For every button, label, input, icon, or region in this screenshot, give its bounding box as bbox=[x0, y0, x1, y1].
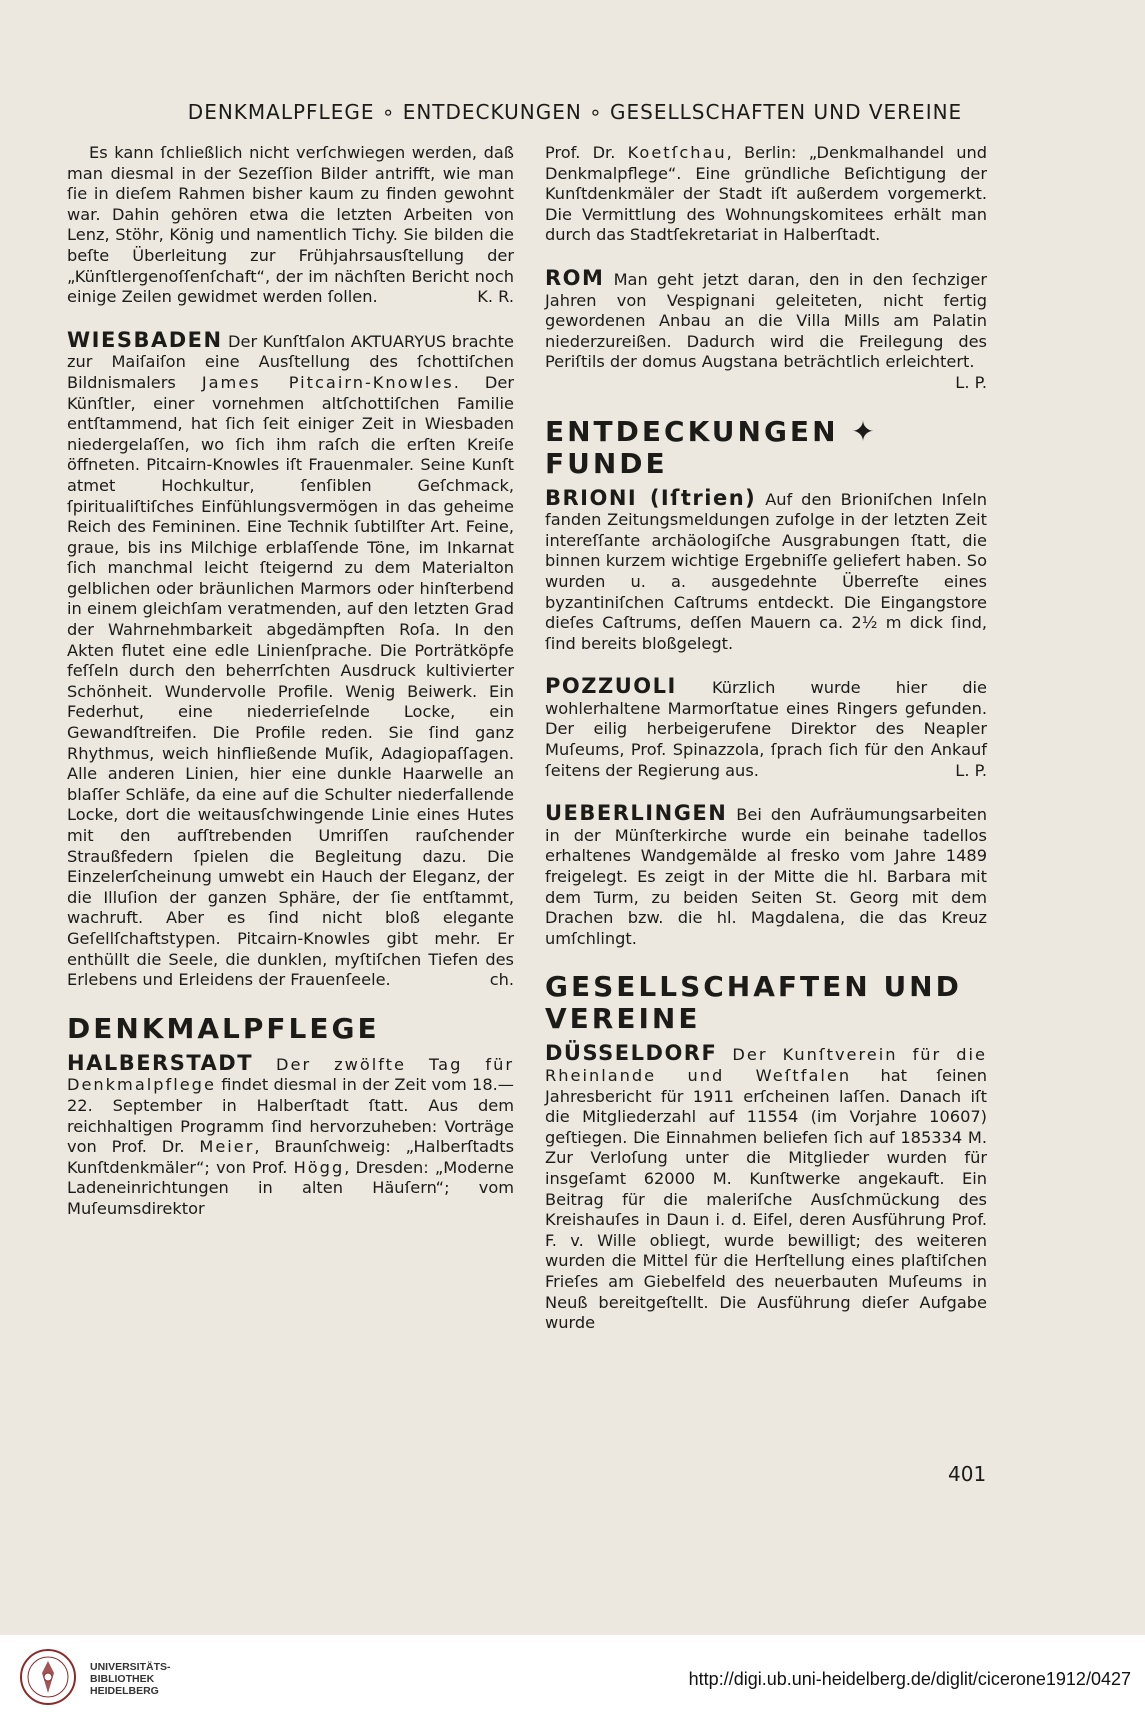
brioni-text: Auf den Brioniſchen Inſeln fanden Zeitungsmeldungen zufolge in der letzten Zeit intereſſante archäologiſche Ausgrabungen ſtatt, die binnen kurzem wichtige Ergebniſſe geliefert haben. So wurden u. a. ausgedehnte Überreſte eines byzantiniſchen Caſtrums entdeckt. Die Eingangstore dieſes Caſtrums, deſſen Mauern ca. 2½ m dick ſind, ſind bereits bloßgelegt. bbox=[545, 489, 987, 653]
logo-line-2: BIBLIOTHEK bbox=[90, 1673, 155, 1685]
halberstadt-cont-2: , Berlin: „Denkmalhandel und Denkmalpflege“. Eine gründliche Beſichtigung der Kunſtdenkmäler der Stadt iſt außerdem vorgemerkt. Die Vermittlung des Wohnungskomitees erhält man durch das Stadtſekretariat in Halberſtadt. bbox=[545, 143, 987, 245]
rubric-pozzuoli: POZZUOLI bbox=[545, 674, 677, 699]
article-halberstadt-continued bbox=[545, 143, 987, 246]
university-seal-icon bbox=[18, 1647, 78, 1707]
source-url-link[interactable]: http://digi.ub.uni-heidelberg.de/diglit/cicerone1912/0427 bbox=[688, 1669, 1131, 1689]
article-brioni bbox=[545, 485, 987, 655]
section-title-entdeckungen: ENTDECKUNGEN ✦ FUNDE bbox=[545, 414, 878, 480]
author-signature-lp-rom: L. P. bbox=[955, 372, 987, 392]
author-signature-ch: ch. bbox=[489, 970, 514, 990]
pozzuoli-text: Kürzlich wurde hier die wohlerhaltene Marmorſtatue eines Ringers gefunden. Der eilig herbeigerufene Direktor des Neapler Muſeums, Prof. Spinazzola, ſprach ſich für den Ankauf ſeitens der Regierung aus. bbox=[545, 678, 987, 780]
article-rom bbox=[545, 265, 987, 392]
author-signature-kr: K. R. bbox=[477, 287, 514, 307]
duesseldorf-lead: Der Kunſtverein für die Rheinlande und Weſtfalen bbox=[545, 1045, 987, 1085]
article-duesseldorf bbox=[545, 1043, 987, 1333]
duesseldorf-text: hat ſeinen Jahresbericht für 1911 erſcheinen laſſen. Danach iſt die Mitgliederzahl auf 11554 (im Vorjahre 10607) geſtiegen. Die Einnahmen beliefen ſich auf 185334 M. Zur Verloſung unter die Mitglieder wurden für insgeſamt 62000 M. Kunſtwerke angekauft. Ein Beitrag für die maleriſche Ausſchmückung des Kreishauſes in Daun i. d. Eifel, deren Ausführung Prof. F. v. Wille obliegt, wurde bewilligt; des weiteren wurden die Mittel für die Herſtellung eines plaſtiſchen Frieſes am Giebelfeld des neuerbauten Muſeums in Neuß bereitgeſtellt. Die Ausführung dieſer Aufgabe wurde bbox=[545, 1066, 987, 1333]
rubric-ueberlingen: UEBERLINGEN bbox=[545, 801, 728, 826]
wiesbaden-text: . Der Künſtler, einer vornehmen altſchottiſchen Familie entſtammend, hat ſich ſeit einiger Zeit in Wiesbaden niedergelaſſen, wo ſich ihm raſch die erſten Kreiſe öffneten. Pitcairn-Knowles iſt Frauenmaler. Seine Kunſt atmet Hochkultur, ſenſiblen Geſchmack, ſpiritualiſtiſches Einfühlungsvermögen in das geheime Reich des Femininen. Eine Technik ſubtilſter Art. Feine, graue, bis ins Milchige erblaſſende Töne, im Inkarnat ſich manchmal leicht ſteigernd zu dem Materialton gelblichen oder bräunlichen Marmors oder hinſterbend in einem gleichſam veratmenden, auf den letzten Grad der Wahrnehmbarkeit abgedämpften Roſa. In den Akten flutet eine edle Linienſprache. Die Porträtköpfe feſſeln durch den beherrſchten Ausdruck kultivierter Schönheit. Wundervolle Profile. Wenig Beiwerk. Ein Federhut, eine niederrieſelnde Locke, ein Gewandſtreifen. Die Profile reden. Sie ſind ganz Rhythmus, weich hinfließende Muſik, Adagiopaſſagen. Alle anderen Linien, hier eine dunkle Haarwelle an blaſſer Schläfe, da eine auf die Schulter niederfallende Locke, dort die weitausſchwingende Linie eines Hutes mit den aufſtrebenden Umriſſen rauſchender Straußfedern ſpielen die Begleitung dazu. Die Einzelerſcheinung umwebt ein Hauch der Eleganz, der die Illuſion der ganzen Sphäre, der ſie entſtammt, wachruft. Aber es ſind nicht bloß elegante Geſellſchaftstypen. Pitcairn-Knowles gibt mehr. Er enthüllt die Seele, die dunklen, myſtiſchen Tiefen des Erlebens und Erleidens der Frauenſeele. bbox=[67, 372, 514, 990]
running-head: DENKMALPFLEGE ∘ ENTDECKUNGEN ∘ GESELLSCHAFTEN UND VEREINE bbox=[187, 100, 963, 124]
left-column bbox=[67, 143, 514, 1220]
ueberlingen-text: Bei den Aufräumungsarbeiten in der Münſterkirche wurde ein beinahe tadellos erhaltenes Wandgemälde al fresko vom Jahre 1489 freigelegt. Es zeigt in der Mitte die hl. Barbara mit dem Turm, zu beiden Seiten St. Georg mit dem Drachen bzw. die hl. Magdalena, die das Kreuz umſchlingt. bbox=[545, 805, 987, 948]
rubric-wiesbaden: WIESBADEN bbox=[67, 327, 223, 352]
logo-line-3: HEIDELBERG bbox=[90, 1685, 159, 1697]
rubric-duesseldorf: DÜSSELDORF bbox=[545, 1041, 718, 1066]
section-title-denkmalpflege: DENKMALPFLEGE bbox=[67, 1011, 380, 1045]
halberstadt-text-3: , Dresden: „Moderne Ladeneinrichtungen in alten Häuſern“; vom Muſeumsdirektor bbox=[67, 1157, 515, 1218]
artist-name: James Pitcairn-Knowles bbox=[201, 372, 454, 392]
article-sezession bbox=[67, 143, 514, 308]
library-logo-text bbox=[90, 1661, 171, 1697]
rubric-rom: ROM bbox=[545, 265, 605, 290]
article-wiesbaden bbox=[67, 327, 514, 991]
rom-text: Man geht jetzt daran, den in den ſechziger Jahren von Vespignani geleiteten, nicht fertig gewordenen Anbau an die Villa Mills am Palatin niederzureißen. Dadurch wird die Freilegung des Periſtils der domus Augstana beträchtlich erleichtert. bbox=[545, 269, 987, 372]
page-number: 401 bbox=[948, 1462, 987, 1486]
halberstadt-cont-1: Prof. Dr. bbox=[545, 143, 628, 162]
logo-line-1: UNIVERSITÄTS- bbox=[90, 1661, 171, 1673]
rubric-brioni: BRIONI (Iſtrien) bbox=[545, 485, 757, 510]
speaker-meier: Meier bbox=[199, 1137, 255, 1157]
speaker-koetschau: Koetſchau bbox=[627, 143, 727, 162]
speaker-hoegg: Högg bbox=[293, 1157, 345, 1177]
article-pozzuoli bbox=[545, 676, 987, 781]
halberstadt-lead: Der zwölfte Tag für Denkmalpflege bbox=[67, 1054, 514, 1095]
article-halberstadt bbox=[67, 1050, 515, 1220]
right-column bbox=[545, 143, 987, 1334]
author-signature-lp-pozzuoli: L. P. bbox=[955, 760, 987, 780]
section-title-gesellschaften: GESELLSCHAFTEN UND VEREINE bbox=[545, 970, 962, 1036]
rubric-halberstadt: HALBERSTADT bbox=[67, 1050, 254, 1075]
footer-bar bbox=[0, 1635, 1145, 1722]
wiesbaden-lead: Der Kunſtſalon AKTUARYUS brachte zur Maiſaiſon eine Ausſtellung des ſchottiſchen Bildnismalers bbox=[67, 331, 514, 392]
article-ueberlingen bbox=[545, 803, 987, 949]
halberstadt-text: findet diesmal in der Zeit vom 18.—22. September in Halberſtadt ſtatt. Aus dem reichhaltigen Programm ſind hervorzuheben: Vorträge von Prof. Dr. bbox=[67, 1075, 514, 1157]
sezession-text: Es kann ſchließlich nicht verſchwiegen werden, daß man diesmal in der Sezeſſion Bilder antrifft, wie man ſie in dieſem Rahmen bisher kaum zu finden gewohnt war. Dahin gehören etwa die letzten Arbeiten von Lenz, Stöhr, König und namentlich Tichy. Sie bilden die beſte Überleitung zur Frühjahrsausſtellung der „Künſtlergenoſſenſchaft“, der im nächſten Bericht noch einige Zeilen gewidmet werden ſollen. bbox=[67, 143, 514, 307]
halberstadt-text-2: , Braunſchweig: „Halberſtadts Kunſtdenkmäler“; von Prof. bbox=[67, 1137, 514, 1177]
